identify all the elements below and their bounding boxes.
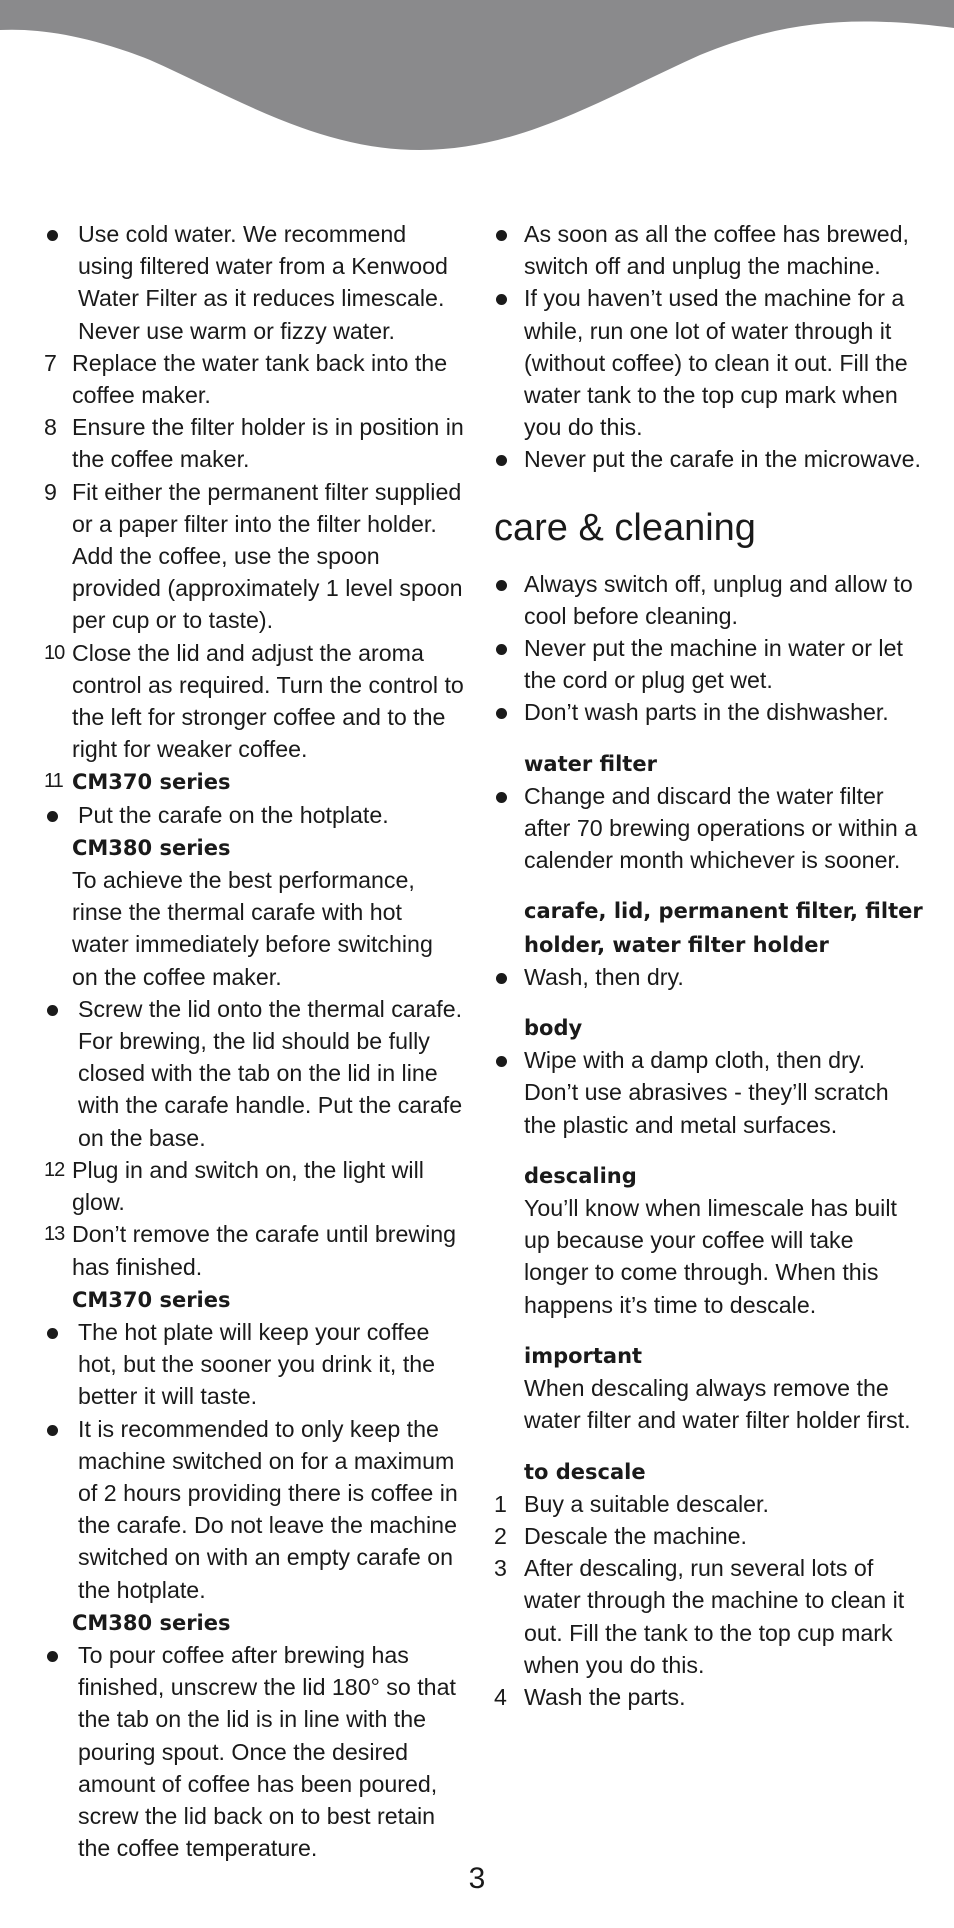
subheading-carafe xyxy=(494,894,924,960)
spacer xyxy=(494,993,924,1011)
bullet-icon xyxy=(496,644,507,655)
bullet-item xyxy=(494,780,924,877)
bullet-icon xyxy=(496,973,507,984)
bullet-text: To pour coffee after brewing has finished, unscrew the lid 180° so that the tab on the lid is in line with the pouring spout. Once the desired amount of coffee has been poured, screw the lid back on to best retain the coffee temperature. xyxy=(78,1641,456,1862)
bullet-icon xyxy=(496,580,507,591)
paragraph: You’ll know when limescale has built up because your coffee will take longer to come through. When this happens it’s time to descale. xyxy=(524,1195,897,1318)
bullet-icon xyxy=(47,1005,58,1016)
step-text: Plug in and switch on, the light will glow. xyxy=(72,1156,424,1216)
bullet-item xyxy=(494,443,924,475)
bullet-text: Don’t wash parts in the dishwasher. xyxy=(524,699,889,726)
step-number: 11 xyxy=(44,770,63,793)
bullet-item xyxy=(44,1639,464,1864)
spacer xyxy=(494,1437,924,1455)
bullet-text: Use cold water. We recommend using filtered water from a Kenwood Water Filter as it reduces limescale. Never use warm or fizzy water. xyxy=(78,221,448,344)
step-item xyxy=(44,1218,464,1282)
bullet-text: If you haven’t used the machine for a while, run one lot of water through it (without coffee) to clean it out. Fill the water tank to the top cup mark when you do this. xyxy=(524,285,908,441)
subheading-descaling xyxy=(494,1159,924,1192)
bullet-item xyxy=(44,1316,464,1413)
subheading-cm380 xyxy=(44,831,464,864)
bullet-icon xyxy=(496,708,507,719)
step-number: 13 xyxy=(44,1223,65,1246)
bullet-item xyxy=(44,799,464,831)
subheading-text: CM380 series xyxy=(72,1610,231,1635)
step-number: 3 xyxy=(494,1555,507,1582)
bullet-text: As soon as all the coffee has brewed, switch off and unplug the machine. xyxy=(524,221,909,280)
bullet-item xyxy=(494,961,924,993)
step-number: 12 xyxy=(44,1158,65,1181)
step-item xyxy=(44,637,464,766)
bullet-item xyxy=(44,218,464,347)
step-item xyxy=(44,765,464,798)
step-item xyxy=(494,1488,924,1520)
bullet-text: Change and discard the water filter after 70 brewing operations or within a calender month whichever is sooner. xyxy=(524,782,918,874)
subheading-text: CM380 series xyxy=(72,835,231,860)
subheading-text: CM370 series xyxy=(72,1287,231,1312)
step-number: 2 xyxy=(494,1522,507,1549)
step-text: Close the lid and adjust the aroma control as required. Turn the control to the left for stronger coffee and to the right for weaker coffee. xyxy=(72,639,464,763)
step-item xyxy=(494,1520,924,1552)
bullet-icon xyxy=(47,230,58,241)
step-number: 7 xyxy=(44,349,57,376)
bullet-item xyxy=(44,993,464,1154)
bullet-text: Screw the lid onto the thermal carafe. For brewing, the lid should be fully closed with the tab on the lid in line with the carafe handle. Put the carafe on the base. xyxy=(78,995,463,1151)
step-number: 4 xyxy=(494,1683,507,1710)
step-item xyxy=(44,476,464,637)
bullet-icon xyxy=(496,230,507,241)
bullet-text: Wipe with a damp cloth, then dry. Don’t use abrasives - they’ll scratch the plastic and metal surfaces. xyxy=(524,1047,889,1138)
subheading-water-filter xyxy=(494,747,924,780)
subheading-text: body xyxy=(524,1016,583,1041)
right-column xyxy=(494,218,924,1713)
left-column xyxy=(44,218,464,1864)
subheading-text: water filter xyxy=(524,751,657,776)
header-wave-decoration xyxy=(0,0,954,160)
step-text: Don’t remove the carafe until brewing has finished. xyxy=(72,1221,457,1280)
bullet-item xyxy=(494,218,924,282)
bullet-icon xyxy=(47,1328,58,1339)
subheading-body xyxy=(494,1011,924,1044)
paragraph: When descaling always remove the water filter and water filter holder first. xyxy=(524,1375,911,1434)
bullet-text: Never put the carafe in the microwave. xyxy=(524,446,921,473)
bullet-icon xyxy=(496,294,507,305)
subheading-cm370: CM370 series xyxy=(72,770,231,795)
bullet-item xyxy=(494,632,924,696)
bullet-text: Never put the machine in water or let the cord or plug get wet. xyxy=(524,635,903,694)
step-item xyxy=(44,1154,464,1218)
spacer xyxy=(494,1141,924,1159)
spacer xyxy=(494,876,924,894)
step-text: Wash the parts. xyxy=(524,1683,686,1710)
step-text: Ensure the filter holder is in position in the coffee maker. xyxy=(72,414,464,473)
step-text: After descaling, run several lots of water through the machine to clean it out. Fill the tank to the top cup mark when you do this. xyxy=(524,1555,905,1678)
step-number: 1 xyxy=(494,1490,507,1517)
subheading-text: descaling xyxy=(524,1163,637,1188)
bullet-icon xyxy=(47,811,58,822)
subheading-text: important xyxy=(524,1343,643,1368)
bullet-text: Put the carafe on the hotplate. xyxy=(78,801,389,828)
step-text: Descale the machine. xyxy=(524,1522,747,1549)
bullet-text: Always switch off, unplug and allow to cool before cleaning. xyxy=(524,570,913,629)
step-text: Fit either the permanent filter supplied or a paper filter into the filter holder. Add the coffee, use the spoon provided (approximately 1 level spoon per cup or to taste). xyxy=(72,478,463,634)
section-heading: care & cleaning xyxy=(494,506,756,549)
spacer xyxy=(494,1321,924,1339)
spacer xyxy=(494,729,924,747)
step-item xyxy=(494,1681,924,1713)
bullet-text: Wash, then dry. xyxy=(524,963,684,990)
bullet-text: The hot plate will keep your coffee hot, but the sooner you drink it, the better it will taste. xyxy=(78,1318,436,1410)
header-wave-shape xyxy=(0,0,954,150)
bullet-item xyxy=(44,1413,464,1606)
subheading-text: to descale xyxy=(524,1459,646,1484)
paragraph: To achieve the best performance, rinse the thermal carafe with hot water immediately before switching on the coffee maker. xyxy=(72,867,433,990)
subheading-to-descale xyxy=(494,1455,924,1488)
step-item xyxy=(494,1552,924,1681)
subheading-cm380 xyxy=(44,1606,464,1639)
step-number: 8 xyxy=(44,414,57,441)
subheading-text: carafe, lid, permanent filter, filter holder, water filter holder xyxy=(524,899,923,957)
step-text: Replace the water tank back into the coffee maker. xyxy=(72,349,448,409)
bullet-icon xyxy=(496,455,507,466)
bullet-item xyxy=(494,1044,924,1141)
subheading-cm370 xyxy=(44,1283,464,1316)
page-number: 3 xyxy=(468,1862,486,1895)
step-number: 9 xyxy=(44,478,57,505)
bullet-icon xyxy=(496,1056,507,1067)
bullet-icon xyxy=(496,792,507,803)
subheading-important xyxy=(494,1339,924,1372)
step-number: 10 xyxy=(44,641,65,664)
bullet-item xyxy=(494,282,924,443)
bullet-item xyxy=(494,696,924,728)
bullet-icon xyxy=(47,1651,58,1662)
bullet-text: It is recommended to only keep the machine switched on for a maximum of 2 hours providing there is coffee in the carafe. Do not leave the machine switched on with an empty carafe on the hotplate. xyxy=(78,1415,458,1603)
bullet-item xyxy=(494,568,924,632)
step-item xyxy=(44,411,464,475)
bullet-icon xyxy=(47,1425,58,1436)
step-item xyxy=(44,347,464,411)
step-text: Buy a suitable descaler. xyxy=(524,1490,769,1517)
